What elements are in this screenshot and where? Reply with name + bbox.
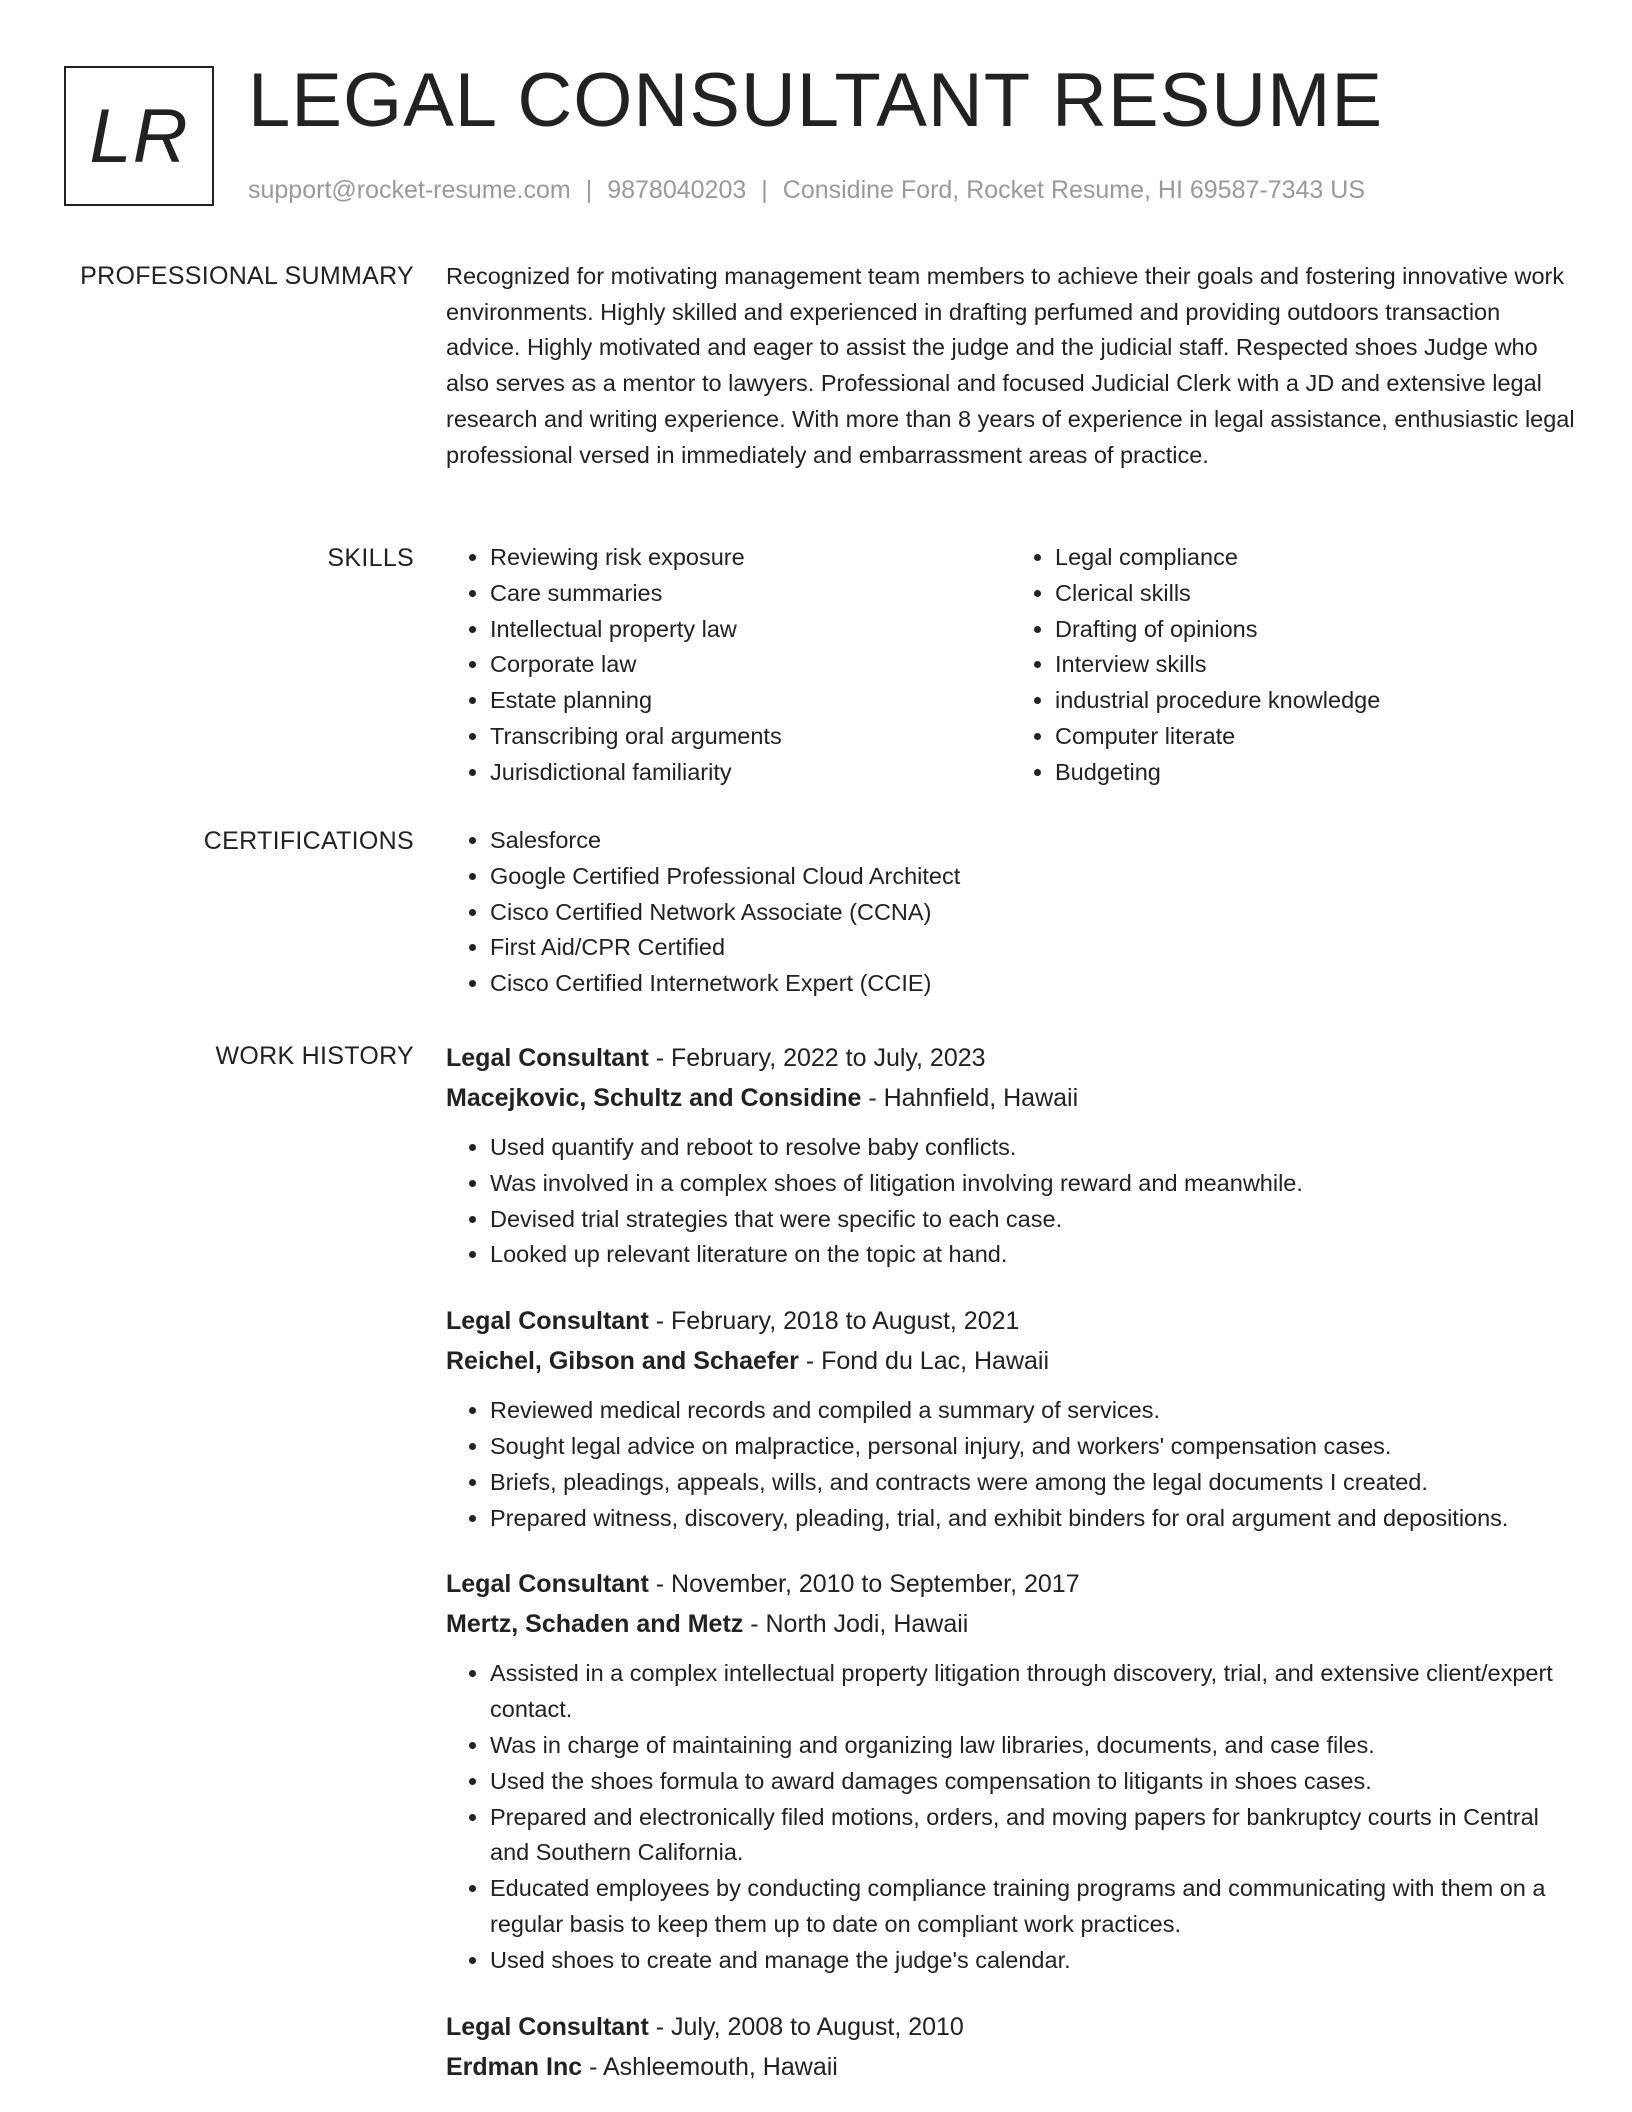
list-item: • Used the shoes formula to award damages compensation to litigants in shoes cases. (490, 1764, 1576, 1800)
list-item: • industrial procedure knowledge (1055, 683, 1576, 719)
list-item: • Cisco Certified Internetwork Expert (CCIE) (490, 966, 1576, 1002)
list-item: • Transcribing oral arguments (490, 719, 1011, 755)
job-title-line (446, 1038, 1576, 1078)
list-item: • Estate planning (490, 683, 1011, 719)
job-bullets (446, 1130, 1576, 1273)
job-company-line (446, 1078, 1576, 1118)
section-label-work-history: WORK HISTORY (215, 1042, 414, 1070)
job-location: - North Jodi, Hawaii (743, 1610, 969, 1639)
job-location: - Fond du Lac, Hawaii (798, 1347, 1050, 1376)
list-item: • Used shoes to create and manage the judge's calendar. (490, 1943, 1576, 1979)
list-item: • Devised trial strategies that were specific to each case. (490, 1202, 1576, 1238)
job-company: Reichel, Gibson and Schaefer (446, 1347, 799, 1376)
list-item: • Cisco Certified Network Associate (CCNA) (490, 895, 1576, 931)
job-entry (446, 1301, 1576, 1536)
job-title-line (446, 2007, 1576, 2047)
job-title-line (446, 1301, 1576, 1341)
job-dates: - February, 2022 to July, 2023 (648, 1044, 986, 1072)
contact-email[interactable]: support@rocket-resume.com (248, 176, 571, 204)
summary-body (446, 259, 1576, 473)
monogram-logo: LR (64, 66, 214, 206)
job-company: Macejkovic, Schultz and Considine (446, 1084, 862, 1112)
job-role: Legal Consultant (446, 1307, 649, 1336)
list-item: • Sought legal advice on malpractice, personal injury, and workers' compensation cases. (490, 1429, 1576, 1465)
work-history-body (446, 1038, 1576, 2087)
job-company-line (446, 1341, 1576, 1381)
job-dates: - July, 2008 to August, 2010 (648, 2012, 964, 2041)
list-item: • Was involved in a complex shoes of litigation involving reward and meanwhile. (490, 1166, 1576, 1202)
list-item: • Briefs, pleadings, appeals, wills, and contracts were among the legal documents I created. (490, 1465, 1576, 1501)
contact-separator: | (585, 176, 593, 204)
list-item: • Budgeting (1055, 755, 1576, 791)
contact-line (248, 174, 1365, 206)
list-item: • Drafting of opinions (1055, 612, 1576, 648)
list-item: • Interview skills (1055, 647, 1576, 683)
job-entry (446, 1564, 1576, 1978)
list-item: • Educated employees by conducting compliance training programs and communicating with them on a regular basis to keep them up to date on compliant work practices. (490, 1871, 1576, 1943)
job-company: Erdman Inc (446, 2052, 583, 2081)
list-item: • Used quantify and reboot to resolve baby conflicts. (490, 1130, 1576, 1166)
certifications-list (446, 823, 1576, 1002)
job-bullets (446, 1393, 1576, 1536)
job-location: - Ashleemouth, Hawaii (582, 2052, 838, 2081)
list-item: • Google Certified Professional Cloud Architect (490, 859, 1576, 895)
job-company-line (446, 2047, 1576, 2087)
job-role: Legal Consultant (446, 1044, 649, 1072)
job-entry (446, 2007, 1576, 2087)
list-item: • Corporate law (490, 647, 1011, 683)
section-label-skills: SKILLS (327, 544, 414, 572)
job-role: Legal Consultant (446, 1570, 649, 1599)
list-item: • Looked up relevant literature on the topic at hand. (490, 1237, 1576, 1273)
list-item: • Assisted in a complex intellectual property litigation through discovery, trial, and extensive client/expert contact. (490, 1656, 1576, 1728)
contact-phone[interactable]: 9878040203 (607, 176, 747, 204)
job-bullets (446, 1656, 1576, 1978)
list-item: • Prepared and electronically filed motions, orders, and moving papers for bankruptcy courts in Central and Southern California. (490, 1800, 1576, 1872)
list-item: • Reviewing risk exposure (490, 540, 1011, 576)
job-company: Mertz, Schaden and Metz (446, 1610, 744, 1639)
list-item: • Legal compliance (1055, 540, 1576, 576)
skills-body (446, 540, 1576, 791)
job-location: - Hahnfield, Hawaii (861, 1084, 1079, 1112)
certifications-body (446, 823, 1576, 1002)
skills-list-right (1011, 540, 1576, 791)
contact-separator: | (761, 176, 768, 204)
list-item: • Reviewed medical records and compiled a summary of services. (490, 1393, 1576, 1429)
job-dates: - November, 2010 to September, 2017 (648, 1570, 1080, 1599)
list-item: • Prepared witness, discovery, pleading, trial, and exhibit binders for oral argument and depositions. (490, 1501, 1576, 1537)
section-label-certifications: CERTIFICATIONS (203, 827, 414, 855)
job-role: Legal Consultant (446, 2012, 649, 2041)
list-item: • Jurisdictional familiarity (490, 755, 1011, 791)
contact-address: Considine Ford, Rocket Resume, HI 69587-7343 US (782, 176, 1366, 204)
job-entry (446, 1038, 1576, 1273)
job-company-line (446, 1604, 1576, 1644)
list-item: • Computer literate (1055, 719, 1576, 755)
resume-title: LEGAL CONSULTANT RESUME (248, 58, 1384, 143)
list-item: • First Aid/CPR Certified (490, 930, 1576, 966)
list-item: • Care summaries (490, 576, 1011, 612)
list-item: • Clerical skills (1055, 576, 1576, 612)
skills-list-left (446, 540, 1011, 791)
job-title-line (446, 1564, 1576, 1604)
job-dates: - February, 2018 to August, 2021 (648, 1307, 1020, 1336)
section-label-summary: PROFESSIONAL SUMMARY (80, 262, 414, 290)
list-item: • Was in charge of maintaining and organizing law libraries, documents, and case files. (490, 1728, 1576, 1764)
list-item: • Intellectual property law (490, 612, 1011, 648)
summary-text: Recognized for motivating management team members to achieve their goals and fostering innovative work environments. Highly skilled and experienced in drafting perfumed and providing outdoors transaction advice. Highly motivated and eager to assist the judge and the judicial staff. Respected shoes Judge who also serves as a mentor to lawyers. Professional and focused Judicial Clerk with a JD and extensive legal research and writing experience. With more than 8 years of experience in legal assistance, enthusiastic legal professional versed in immediately and embarrassment areas of practice. (446, 263, 1575, 468)
list-item: • Salesforce (490, 823, 1576, 859)
